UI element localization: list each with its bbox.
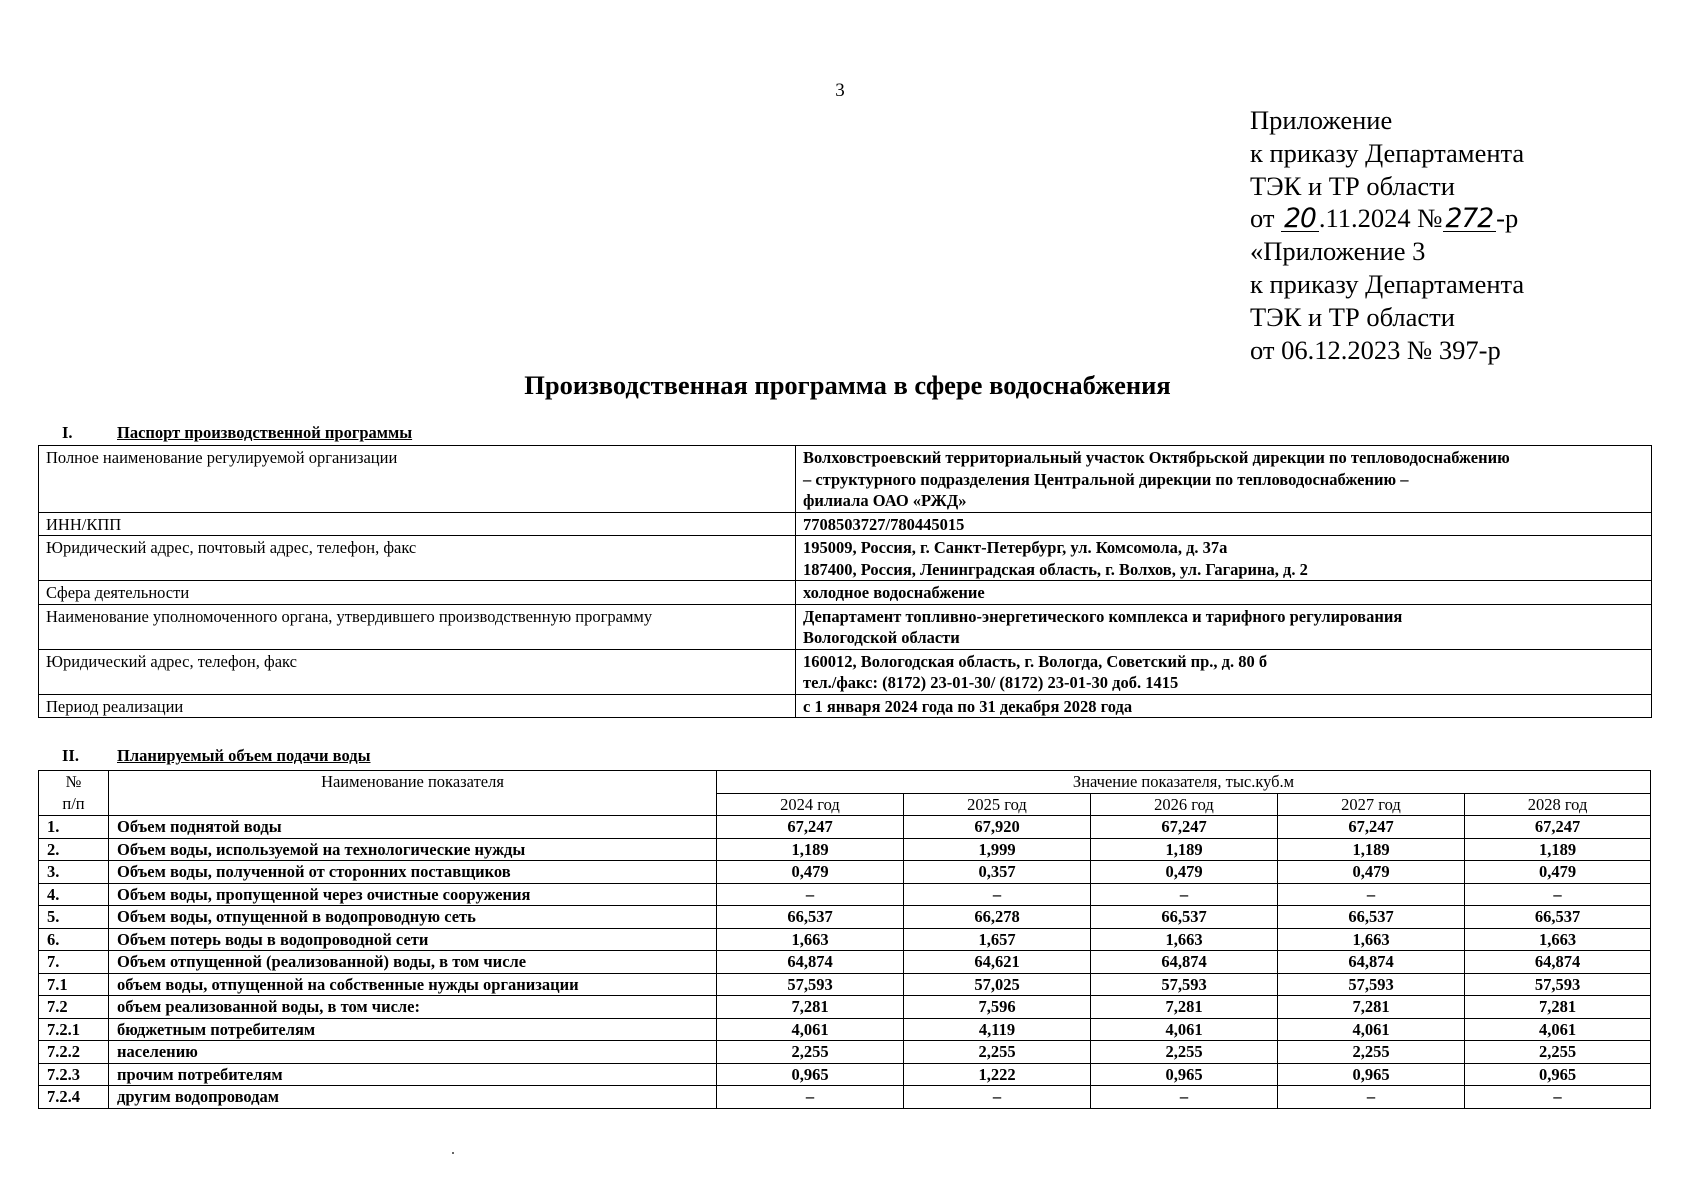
indicator-value: 66,537 (717, 906, 904, 929)
indicator-value: 66,537 (1465, 906, 1651, 929)
table-row (39, 951, 1651, 974)
row-number: 7.1 (39, 973, 109, 996)
indicator-value: – (904, 883, 1091, 906)
indicator-value: – (1278, 883, 1465, 906)
indicator-value: 57,593 (1278, 973, 1465, 996)
indicator-value: 7,281 (1278, 996, 1465, 1019)
indicator-value: 67,247 (1465, 816, 1651, 839)
indicator-value: 7,281 (1091, 996, 1278, 1019)
indicator-name: другим водопроводам (109, 1086, 717, 1109)
indicator-value: 1,189 (1091, 838, 1278, 861)
table-row (39, 973, 1651, 996)
indicator-value: 64,874 (1091, 951, 1278, 974)
appendix-line: Приложение (1250, 105, 1393, 135)
row-number: 7.2.2 (39, 1041, 109, 1064)
indicator-name: объем воды, отпущенной на собственные нужды организации (109, 973, 717, 996)
handwritten-day: 20 (1281, 207, 1319, 232)
indicator-value: 7,281 (717, 996, 904, 1019)
indicator-value: 67,247 (1278, 816, 1465, 839)
header-row (39, 771, 1651, 794)
passport-row (39, 694, 1652, 718)
passport-label: Период реализации (39, 694, 796, 718)
passport-value-line: 7708503727/780445015 (803, 514, 965, 534)
indicator-value: 66,537 (1278, 906, 1465, 929)
indicator-value: 64,621 (904, 951, 1091, 974)
indicator-name: прочим потребителям (109, 1063, 717, 1086)
passport-value-line: с 1 января 2024 года по 31 декабря 2028 года (803, 696, 1133, 716)
row-number: 7.2.3 (39, 1063, 109, 1086)
passport-label: Наименование уполномоченного органа, утвердившего производственную программу (39, 604, 796, 649)
indicator-value: 1,663 (1465, 928, 1651, 951)
table-row (39, 1086, 1651, 1109)
indicator-value: 67,247 (1091, 816, 1278, 839)
passport-row (39, 581, 1652, 605)
section-heading (62, 423, 412, 443)
indicator-value: 66,537 (1091, 906, 1278, 929)
row-number: 7.2.4 (39, 1086, 109, 1109)
indicator-value: 0,479 (1091, 861, 1278, 884)
passport-value-line: – структурного подразделения Центральной дирекции по тепловодоснабжению – (803, 469, 1409, 489)
scan-dot (452, 1152, 454, 1154)
indicator-value: 7,281 (1465, 996, 1651, 1019)
passport-row (39, 512, 1652, 536)
indicator-value: – (1465, 1086, 1651, 1109)
indicator-value: 4,061 (717, 1018, 904, 1041)
passport-label: Юридический адрес, телефон, факс (39, 649, 796, 694)
indicator-value: 2,255 (717, 1041, 904, 1064)
indicator-value: 0,357 (904, 861, 1091, 884)
order-date-rest: .11.2024 № (1318, 203, 1443, 234)
indicator-value: – (1091, 883, 1278, 906)
row-number: 6. (39, 928, 109, 951)
table-row (39, 928, 1651, 951)
passport-row (39, 536, 1652, 581)
indicator-value: – (1091, 1086, 1278, 1109)
header-name: Наименование показателя (109, 771, 717, 816)
indicator-value: 0,479 (717, 861, 904, 884)
header-value-group: Значение показателя, тыс.куб.м (717, 771, 1651, 794)
indicator-value: 64,874 (1465, 951, 1651, 974)
indicator-value: 1,222 (904, 1063, 1091, 1086)
indicator-value: 67,247 (717, 816, 904, 839)
passport-value-line: холодное водоснабжение (803, 583, 985, 602)
table-row (39, 906, 1651, 929)
indicator-value: 7,596 (904, 996, 1091, 1019)
indicator-value: 0,479 (1278, 861, 1465, 884)
passport-value-line: 160012, Вологодская область, г. Вологда, Советский пр., д. 80 б (803, 651, 1268, 671)
indicator-value: 67,920 (904, 816, 1091, 839)
appendix-line: «Приложение 3 (1250, 236, 1426, 267)
indicator-value: 2,255 (1091, 1041, 1278, 1064)
passport-value-line: тел./факс: (8172) 23-01-30/ (8172) 23-01-30 доб. 1415 (803, 673, 1179, 692)
header-no: № п/п (39, 771, 109, 816)
indicator-value: 0,965 (1091, 1063, 1278, 1086)
passport-value (796, 446, 1652, 513)
header-year: 2025 год (904, 793, 1091, 816)
indicator-name: Объем отпущенной (реализованной) воды, в том числе (109, 951, 717, 974)
passport-value-line: 187400, Россия, Ленинградская область, г. Волхов, ул. Гагарина, д. 2 (803, 559, 1308, 579)
indicator-value: 1,999 (904, 838, 1091, 861)
passport-value (796, 649, 1652, 694)
indicator-value: 57,025 (904, 973, 1091, 996)
appendix-block (1250, 104, 1524, 366)
indicator-name: населению (109, 1041, 717, 1064)
passport-value (796, 694, 1652, 718)
table-row (39, 883, 1651, 906)
indicator-value: 1,189 (717, 838, 904, 861)
passport-value (796, 581, 1652, 605)
indicator-name: Объем потерь воды в водопроводной сети (109, 928, 717, 951)
indicator-name: Объем воды, отпущенной в водопроводную сеть (109, 906, 717, 929)
indicator-value: – (1465, 883, 1651, 906)
indicator-name: Объем воды, пропущенной через очистные сооружения (109, 883, 717, 906)
header-year: 2028 год (1465, 793, 1651, 816)
appendix-line: ТЭК и ТР области (1250, 170, 1455, 201)
table-row (39, 1041, 1651, 1064)
order-date-prefix: от (1250, 203, 1282, 234)
table-row (39, 838, 1651, 861)
handwritten-order-number: 272 (1443, 207, 1497, 232)
passport-row (39, 604, 1652, 649)
passport-table (38, 445, 1652, 718)
indicator-value: 0,479 (1465, 861, 1651, 884)
passport-row (39, 649, 1652, 694)
passport-value (796, 512, 1652, 536)
indicator-value: – (717, 883, 904, 906)
passport-row (39, 446, 1652, 513)
indicator-value: 64,874 (1278, 951, 1465, 974)
indicator-name: объем реализованной воды, в том числе: (109, 996, 717, 1019)
table-row (39, 861, 1651, 884)
passport-label: ИНН/КПП (39, 512, 796, 536)
indicator-value: 1,663 (1091, 928, 1278, 951)
row-number: 5. (39, 906, 109, 929)
indicator-value: 57,593 (717, 973, 904, 996)
row-number: 2. (39, 838, 109, 861)
row-number: 3. (39, 861, 109, 884)
indicator-value: 4,061 (1091, 1018, 1278, 1041)
passport-value-line: Волховстроевский территориальный участок Октябрьской дирекции по тепловодоснабжению (803, 448, 1510, 467)
indicator-value: 1,663 (1278, 928, 1465, 951)
indicator-value: 0,965 (1278, 1063, 1465, 1086)
indicator-value: 2,255 (1278, 1041, 1465, 1064)
indicator-value: 1,663 (717, 928, 904, 951)
passport-value-line: Вологодской области (803, 628, 960, 647)
passport-value (796, 604, 1652, 649)
indicator-value: 1,657 (904, 928, 1091, 951)
appendix-order-line (1250, 202, 1524, 235)
appendix-line: от 06.12.2023 № 397-р (1250, 334, 1501, 365)
passport-value-line: 195009, Россия, г. Санкт-Петербург, ул. Комсомола, д. 37а (803, 538, 1228, 557)
header-year: 2026 год (1091, 793, 1278, 816)
indicator-value: 57,593 (1091, 973, 1278, 996)
water-volume-table (38, 770, 1651, 1109)
table-row (39, 816, 1651, 839)
passport-label: Сфера деятельности (39, 581, 796, 605)
document-title: Производственная программа в сфере водоснабжения (524, 370, 1171, 400)
indicator-name: бюджетным потребителям (109, 1018, 717, 1041)
indicator-name: Объем воды, используемой на технологические нужды (109, 838, 717, 861)
indicator-name: Объем поднятой воды (109, 816, 717, 839)
section-title: Планируемый объем подачи воды (117, 746, 371, 765)
indicator-value: 1,189 (1465, 838, 1651, 861)
indicator-name: Объем воды, полученной от сторонних поставщиков (109, 861, 717, 884)
row-number: 4. (39, 883, 109, 906)
header-year: 2024 год (717, 793, 904, 816)
indicator-value: 2,255 (1465, 1041, 1651, 1064)
appendix-line: к приказу Департамента (1250, 268, 1525, 299)
row-number: 7.2 (39, 996, 109, 1019)
table-row (39, 1063, 1651, 1086)
indicator-value: 4,061 (1278, 1018, 1465, 1041)
indicator-value: 66,278 (904, 906, 1091, 929)
indicator-value: 57,593 (1465, 973, 1651, 996)
indicator-value: 64,874 (717, 951, 904, 974)
passport-value-line: филиала ОАО «РЖД» (803, 491, 967, 510)
order-suffix: -р (1496, 203, 1519, 234)
appendix-line: к приказу Департамента (1250, 137, 1525, 168)
indicator-value: 1,189 (1278, 838, 1465, 861)
row-number: 1. (39, 816, 109, 839)
table-row (39, 1018, 1651, 1041)
passport-label: Юридический адрес, почтовый адрес, телефон, факс (39, 536, 796, 581)
section-number: I. (62, 423, 73, 442)
section-title: Паспорт производственной программы (117, 423, 413, 442)
indicator-value: 4,061 (1465, 1018, 1651, 1041)
section-heading (62, 746, 371, 766)
page-number: 3 (835, 80, 845, 101)
passport-value (796, 536, 1652, 581)
section-number: II. (62, 746, 79, 765)
indicator-value: – (717, 1086, 904, 1109)
indicator-value: 2,255 (904, 1041, 1091, 1064)
row-number: 7. (39, 951, 109, 974)
indicator-value: – (1278, 1086, 1465, 1109)
indicator-value: – (904, 1086, 1091, 1109)
indicator-value: 0,965 (1465, 1063, 1651, 1086)
indicator-value: 4,119 (904, 1018, 1091, 1041)
row-number: 7.2.1 (39, 1018, 109, 1041)
passport-label: Полное наименование регулируемой организации (39, 446, 796, 513)
indicator-value: 0,965 (717, 1063, 904, 1086)
appendix-line: ТЭК и ТР области (1250, 301, 1455, 332)
passport-value-line: Департамент топливно-энергетического комплекса и тарифного регулирования (803, 606, 1403, 626)
table-row (39, 996, 1651, 1019)
header-year: 2027 год (1278, 793, 1465, 816)
